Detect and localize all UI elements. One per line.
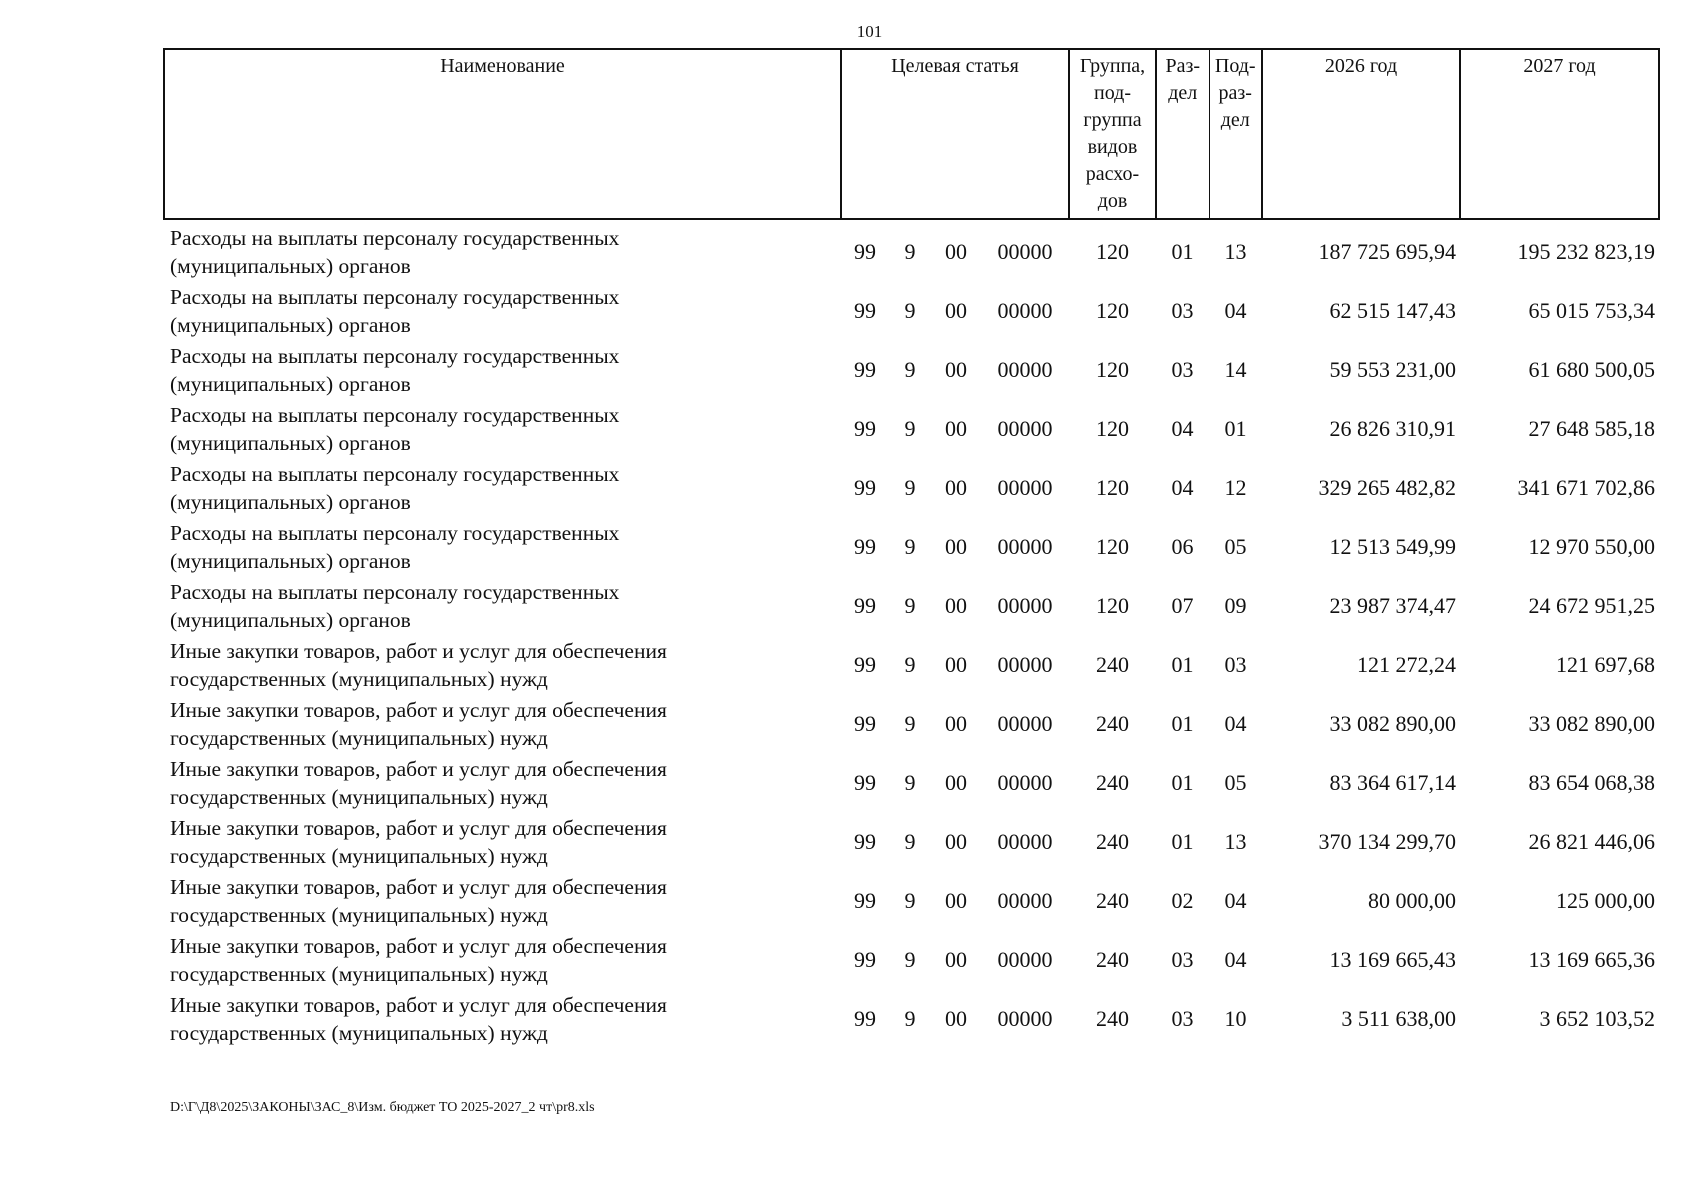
row-cs1: 99 xyxy=(854,297,876,323)
header-subsection xyxy=(1209,49,1262,219)
row-cs1: 99 xyxy=(854,710,876,736)
table-row xyxy=(164,399,1659,458)
row-name-line: Иные закупки товаров, работ и услуг для обеспечения xyxy=(170,815,667,840)
row-subsection: 12 xyxy=(1224,474,1247,500)
row-amount-2027: 61 680 500,05 xyxy=(1528,356,1655,382)
row-amount-2027: 195 232 823,19 xyxy=(1517,238,1655,264)
row-section: 04 xyxy=(1171,474,1194,500)
row-amount-2027: 26 821 446,06 xyxy=(1528,828,1655,854)
row-amount-2027: 341 671 702,86 xyxy=(1517,474,1655,500)
row-cs2: 9 xyxy=(904,651,916,677)
header-section xyxy=(1156,49,1209,219)
row-name-line: Иные закупки товаров, работ и услуг для обеспечения xyxy=(170,874,667,899)
row-cs4: 00000 xyxy=(997,592,1053,618)
row-name xyxy=(164,753,841,812)
row-section: 01 xyxy=(1171,828,1194,854)
row-group: 120 xyxy=(1096,297,1129,323)
header-section-line: дел xyxy=(1168,82,1198,104)
row-cs1: 99 xyxy=(854,651,876,677)
table-row xyxy=(164,458,1659,517)
header-year-2027: 2027 год xyxy=(1460,49,1659,219)
row-section: 03 xyxy=(1171,1005,1194,1031)
row-cs1: 99 xyxy=(854,1005,876,1031)
row-cs1: 99 xyxy=(854,474,876,500)
row-name xyxy=(164,458,841,517)
row-name-line: (муниципальных) органов xyxy=(170,312,411,337)
row-cs3: 00 xyxy=(945,769,967,795)
row-name-line: Расходы на выплаты персоналу государственных xyxy=(170,461,620,486)
header-subsection-line: Под- xyxy=(1214,55,1256,77)
file-path-footer: D:\Г\Д8\2025\ЗАКОНЫ\ЗАС_8\Изм. бюджет ТО 2025-2027_2 чт\pr8.xls xyxy=(170,1100,595,1115)
table-row xyxy=(164,340,1659,399)
row-section: 07 xyxy=(1171,592,1194,618)
table-row xyxy=(164,219,1659,281)
row-subsection: 04 xyxy=(1224,297,1247,323)
row-name-line: (муниципальных) органов xyxy=(170,489,411,514)
row-amount-2027: 12 970 550,00 xyxy=(1528,533,1655,559)
row-cs4: 00000 xyxy=(997,356,1053,382)
row-section: 01 xyxy=(1171,769,1194,795)
row-amount-2026: 33 082 890,00 xyxy=(1329,710,1456,736)
row-cs3: 00 xyxy=(945,710,967,736)
row-amount-2026: 59 553 231,00 xyxy=(1329,356,1456,382)
row-section: 04 xyxy=(1171,415,1194,441)
header-subsection-line: дел xyxy=(1220,109,1250,131)
header-target-article: Целевая статья xyxy=(841,49,1069,219)
row-name-line: государственных (муниципальных) нужд xyxy=(170,902,548,927)
table-row xyxy=(164,871,1659,930)
row-cs2: 9 xyxy=(904,356,916,382)
row-cs3: 00 xyxy=(945,415,967,441)
row-subsection: 10 xyxy=(1224,1005,1247,1031)
row-amount-2026: 23 987 374,47 xyxy=(1329,592,1456,618)
row-group: 120 xyxy=(1096,592,1129,618)
row-name-line: государственных (муниципальных) нужд xyxy=(170,725,548,750)
row-section: 01 xyxy=(1171,651,1194,677)
page-number-text: 101 xyxy=(856,22,883,41)
row-name-line: государственных (муниципальных) нужд xyxy=(170,843,548,868)
row-name-line: (муниципальных) органов xyxy=(170,548,411,573)
row-subsection: 14 xyxy=(1224,356,1247,382)
row-section: 06 xyxy=(1171,533,1194,559)
row-cs1: 99 xyxy=(854,238,876,264)
row-name xyxy=(164,694,841,753)
row-cs1: 99 xyxy=(854,946,876,972)
row-subsection: 04 xyxy=(1224,946,1247,972)
row-name-line: Иные закупки товаров, работ и услуг для обеспечения xyxy=(170,756,667,781)
row-cs3: 00 xyxy=(945,474,967,500)
row-cs3: 00 xyxy=(945,1005,967,1031)
row-name-line: государственных (муниципальных) нужд xyxy=(170,784,548,809)
table-row xyxy=(164,812,1659,871)
header-name: Наименование xyxy=(164,49,841,219)
row-section: 01 xyxy=(1171,238,1194,264)
row-name-line: (муниципальных) органов xyxy=(170,430,411,455)
row-group: 120 xyxy=(1096,415,1129,441)
row-cs3: 00 xyxy=(945,238,967,264)
row-name xyxy=(164,576,841,635)
row-subsection: 03 xyxy=(1224,651,1247,677)
row-name xyxy=(164,517,841,576)
row-name-line: Расходы на выплаты персоналу государственных xyxy=(170,579,620,604)
row-name xyxy=(164,340,841,399)
table-row xyxy=(164,576,1659,635)
row-cs3: 00 xyxy=(945,592,967,618)
row-cs4: 00000 xyxy=(997,415,1053,441)
row-group: 240 xyxy=(1096,1005,1129,1031)
row-name-line: Иные закупки товаров, работ и услуг для обеспечения xyxy=(170,697,667,722)
row-cs2: 9 xyxy=(904,415,916,441)
row-group: 120 xyxy=(1096,238,1129,264)
row-cs2: 9 xyxy=(904,592,916,618)
row-cs4: 00000 xyxy=(997,533,1053,559)
row-name xyxy=(164,281,841,340)
row-cs1: 99 xyxy=(854,592,876,618)
header-group-line: видов xyxy=(1087,136,1138,158)
row-cs1: 99 xyxy=(854,533,876,559)
row-section: 01 xyxy=(1171,710,1194,736)
row-amount-2027: 121 697,68 xyxy=(1556,651,1655,677)
table-row xyxy=(164,281,1659,340)
row-cs1: 99 xyxy=(854,769,876,795)
table-row xyxy=(164,635,1659,694)
row-group: 240 xyxy=(1096,887,1129,913)
row-amount-2026: 187 725 695,94 xyxy=(1318,238,1456,264)
row-amount-2027: 24 672 951,25 xyxy=(1528,592,1655,618)
row-group: 240 xyxy=(1096,710,1129,736)
row-name xyxy=(164,930,841,989)
header-year-2026: 2026 год xyxy=(1262,49,1460,219)
row-cs2: 9 xyxy=(904,828,916,854)
row-group: 120 xyxy=(1096,474,1129,500)
header-group-line: Группа, xyxy=(1079,55,1146,77)
row-amount-2026: 62 515 147,43 xyxy=(1329,297,1456,323)
row-section: 03 xyxy=(1171,356,1194,382)
header-group-line: под- xyxy=(1094,82,1131,104)
row-name-line: Расходы на выплаты персоналу государственных xyxy=(170,520,620,545)
row-group: 120 xyxy=(1096,356,1129,382)
row-subsection: 04 xyxy=(1224,887,1247,913)
row-cs4: 00000 xyxy=(997,887,1053,913)
row-amount-2026: 12 513 549,99 xyxy=(1329,533,1456,559)
row-cs4: 00000 xyxy=(997,946,1053,972)
row-cs1: 99 xyxy=(854,356,876,382)
row-cs1: 99 xyxy=(854,887,876,913)
row-cs2: 9 xyxy=(904,710,916,736)
table-row xyxy=(164,694,1659,753)
row-cs4: 00000 xyxy=(997,474,1053,500)
row-cs4: 00000 xyxy=(997,828,1053,854)
row-group: 240 xyxy=(1096,651,1129,677)
row-name xyxy=(164,219,841,281)
row-amount-2026: 121 272,24 xyxy=(1357,651,1456,677)
row-group: 240 xyxy=(1096,946,1129,972)
row-cs2: 9 xyxy=(904,946,916,972)
row-subsection: 13 xyxy=(1224,828,1247,854)
row-cs4: 00000 xyxy=(997,769,1053,795)
header-group-line: группа xyxy=(1083,109,1142,131)
row-subsection: 01 xyxy=(1224,415,1247,441)
row-name-line: Расходы на выплаты персоналу государственных xyxy=(170,343,620,368)
row-cs3: 00 xyxy=(945,946,967,972)
table-row xyxy=(164,517,1659,576)
row-cs2: 9 xyxy=(904,238,916,264)
row-cs3: 00 xyxy=(945,828,967,854)
table-row xyxy=(164,989,1659,1048)
row-amount-2026: 329 265 482,82 xyxy=(1318,474,1456,500)
row-amount-2027: 65 015 753,34 xyxy=(1528,297,1655,323)
page-number xyxy=(0,22,1693,42)
row-name-line: Расходы на выплаты персоналу государственных xyxy=(170,402,620,427)
row-cs3: 00 xyxy=(945,651,967,677)
row-cs2: 9 xyxy=(904,887,916,913)
row-name-line: государственных (муниципальных) нужд xyxy=(170,1020,548,1045)
row-cs4: 00000 xyxy=(997,238,1053,264)
row-cs3: 00 xyxy=(945,297,967,323)
row-name-line: государственных (муниципальных) нужд xyxy=(170,666,548,691)
row-cs3: 00 xyxy=(945,887,967,913)
row-cs1: 99 xyxy=(854,828,876,854)
row-name-line: Иные закупки товаров, работ и услуг для обеспечения xyxy=(170,638,667,663)
table-body xyxy=(164,219,1659,1048)
row-amount-2027: 27 648 585,18 xyxy=(1528,415,1655,441)
table-row xyxy=(164,753,1659,812)
row-section: 03 xyxy=(1171,297,1194,323)
row-subsection: 04 xyxy=(1224,710,1247,736)
header-subsection-line: раз- xyxy=(1218,82,1252,104)
row-amount-2026: 3 511 638,00 xyxy=(1341,1005,1456,1031)
row-amount-2027: 33 082 890,00 xyxy=(1528,710,1655,736)
row-amount-2026: 370 134 299,70 xyxy=(1318,828,1456,854)
row-subsection: 13 xyxy=(1224,238,1247,264)
row-cs4: 00000 xyxy=(997,651,1053,677)
row-amount-2026: 13 169 665,43 xyxy=(1329,946,1456,972)
row-amount-2027: 125 000,00 xyxy=(1556,887,1655,913)
row-cs3: 00 xyxy=(945,533,967,559)
row-name-line: (муниципальных) органов xyxy=(170,607,411,632)
row-section: 02 xyxy=(1171,887,1194,913)
table-row xyxy=(164,930,1659,989)
row-amount-2027: 13 169 665,36 xyxy=(1528,946,1655,972)
table-header xyxy=(164,49,1659,219)
row-name-line: (муниципальных) органов xyxy=(170,371,411,396)
row-name xyxy=(164,989,841,1048)
row-amount-2026: 26 826 310,91 xyxy=(1329,415,1456,441)
row-cs4: 00000 xyxy=(997,710,1053,736)
row-section: 03 xyxy=(1171,946,1194,972)
row-name-line: Расходы на выплаты персоналу государственных xyxy=(170,284,620,309)
budget-table xyxy=(163,48,1660,1048)
header-group-line: расхо- xyxy=(1085,163,1140,185)
row-name-line: Расходы на выплаты персоналу государственных xyxy=(170,225,620,250)
row-subsection: 05 xyxy=(1224,769,1247,795)
row-cs2: 9 xyxy=(904,769,916,795)
row-group: 120 xyxy=(1096,533,1129,559)
row-subsection: 05 xyxy=(1224,533,1247,559)
row-name-line: (муниципальных) органов xyxy=(170,253,411,278)
row-cs4: 00000 xyxy=(997,1005,1053,1031)
row-subsection: 09 xyxy=(1224,592,1247,618)
row-name-line: государственных (муниципальных) нужд xyxy=(170,961,548,986)
row-name-line: Иные закупки товаров, работ и услуг для обеспечения xyxy=(170,992,667,1017)
header-section-line: Раз- xyxy=(1165,55,1201,77)
header-group-line: дов xyxy=(1097,190,1128,212)
row-cs2: 9 xyxy=(904,1005,916,1031)
row-cs2: 9 xyxy=(904,533,916,559)
row-cs2: 9 xyxy=(904,474,916,500)
row-amount-2026: 83 364 617,14 xyxy=(1329,769,1456,795)
row-cs4: 00000 xyxy=(997,297,1053,323)
row-group: 240 xyxy=(1096,769,1129,795)
header-group xyxy=(1069,49,1156,219)
row-cs3: 00 xyxy=(945,356,967,382)
row-cs2: 9 xyxy=(904,297,916,323)
row-amount-2027: 3 652 103,52 xyxy=(1539,1005,1655,1031)
row-amount-2026: 80 000,00 xyxy=(1368,887,1456,913)
row-name-line: Иные закупки товаров, работ и услуг для обеспечения xyxy=(170,933,667,958)
row-cs1: 99 xyxy=(854,415,876,441)
row-name xyxy=(164,812,841,871)
row-name xyxy=(164,871,841,930)
row-name xyxy=(164,399,841,458)
row-name xyxy=(164,635,841,694)
row-amount-2027: 83 654 068,38 xyxy=(1528,769,1655,795)
row-group: 240 xyxy=(1096,828,1129,854)
